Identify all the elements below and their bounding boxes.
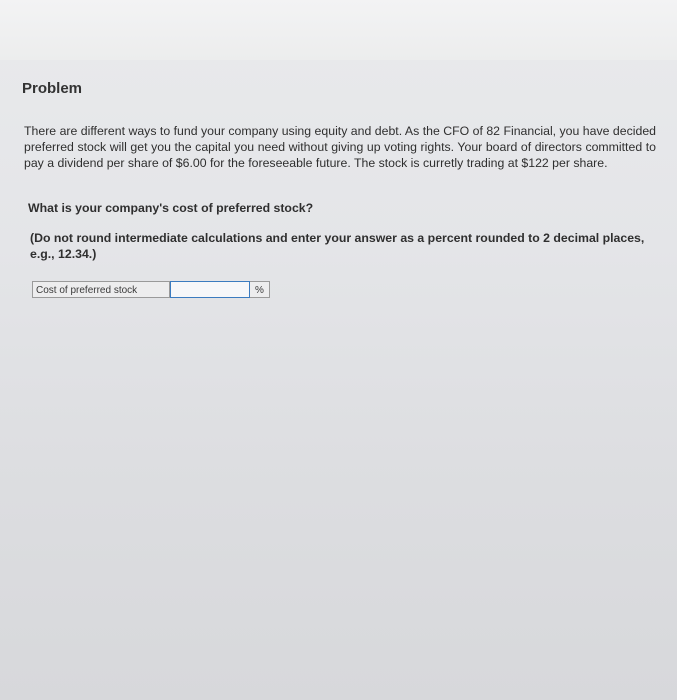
problem-text: There are different ways to fund your company using equity and debt. As the CFO of 82 Financial, you have decided preferred stock will get you the capital you need without giving up voting rights. Your board of directors committed to pay a dividend per share of $6.00 for the foreseeable future. The stock is curretly trading at $122 per share. [24, 124, 656, 170]
answer-label: Cost of preferred stock [32, 281, 170, 298]
instruction-text: (Do not round intermediate calculations and enter your answer as a percent rounded to 2 decimal places, e.g., 12.34.) [30, 231, 645, 261]
top-band [0, 0, 677, 60]
question-text: What is your company's cost of preferred stock? [28, 201, 314, 215]
answer-row [32, 281, 270, 298]
cost-of-preferred-stock-input[interactable] [170, 281, 250, 298]
problem-title: Problem [22, 80, 83, 97]
percent-unit: % [250, 281, 270, 298]
